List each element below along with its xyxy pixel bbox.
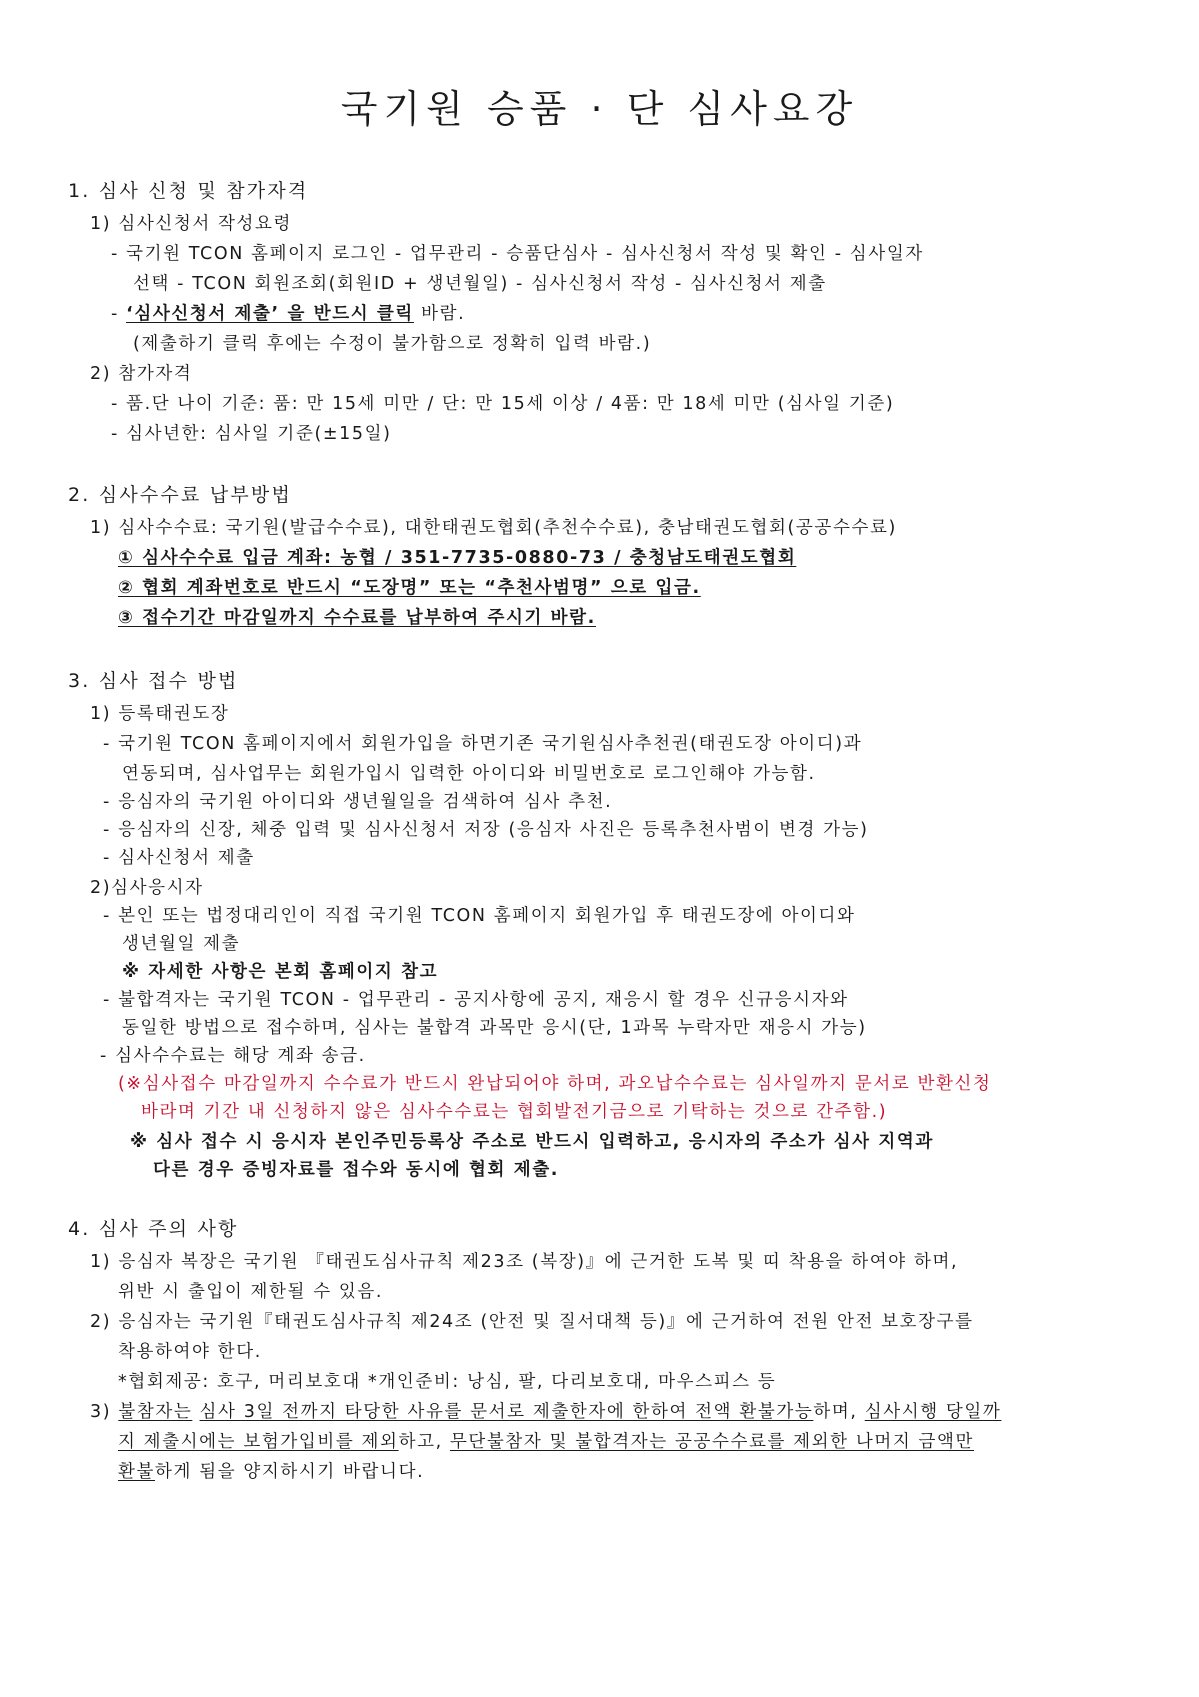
s3-line-9: - 불합격자는 국기원 TCON - 업무관리 - 공지사항에 공지, 재응시 할 경우 신규응시자와 (103, 990, 849, 1010)
s4-line-8-plain: 하게 됨을 양지하시기 바랍니다. (155, 1462, 425, 1482)
s4-line-5: *협회제공: 호구, 머리보호대 *개인준비: 낭심, 팔, 다리보호대, 마우스피스 등 (118, 1372, 777, 1392)
s1-subheading-1: 1) 심사신청서 작성요령 (90, 214, 293, 234)
s1-line-6: - 심사년한: 심사일 기준(±15일) (111, 424, 392, 444)
s3-line-5: - 심사신청서 제출 (103, 848, 255, 868)
s2-item-1: ① 심사수수료 입금 계좌: 농협 / 351-7735-0880-73 / 충청남도태권도협회 (118, 548, 797, 568)
s4-line-7-u2: 무단불참자 및 불합격자는 공공수수료를 제외한 나머지 금액만 (449, 1432, 975, 1452)
s3-line-6: - 본인 또는 법정대리인이 직접 국기원 TCON 홈페이지 회원가입 후 태권도장에 아이디와 (103, 906, 856, 926)
s1-subheading-2: 2) 참가자격 (90, 364, 193, 384)
s3-line-1: - 국기원 TCON 홈페이지에서 회원가입을 하면기존 국기원심사추천권(태권도장 아이디)과 (103, 734, 863, 754)
s4-line-8 (118, 1460, 424, 1484)
s3-red-notice-2: 바라며 기간 내 신청하지 않은 심사수수료는 협회발전기금으로 기탁하는 것으로 간주함.) (141, 1102, 888, 1122)
s3-red-notice-1: (※심사접수 마감일까지 수수료가 반드시 완납되어야 하며, 과오납수수료는 심사일까지 문서로 반환신청 (118, 1074, 992, 1094)
s4-line-6-u2: 심사 3일 전까지 타당한 사유를 문서로 제출한자에 한하여 전액 환불가능 (199, 1402, 814, 1422)
s3-line-4: - 응심자의 신장, 체중 입력 및 심사신청서 저장 (응심자 사진은 등록추천사범이 변경 가능) (103, 820, 869, 840)
s2-subheading-1: 1) 심사수수료: 국기원(발급수수료), 대한태권도협회(추천수수료), 충남태권도협회(공공수수료) (90, 518, 897, 538)
s3-line-3: - 응심자의 국기원 아이디와 생년월일을 검색하여 심사 추천. (103, 792, 613, 812)
s3-subheading-1: 1) 등록태권도장 (90, 704, 230, 724)
s2-item-2: ② 협회 계좌번호로 반드시 “도장명” 또는 “추천사범명” 으로 입금. (118, 578, 701, 598)
s3-line-7: 생년월일 제출 (122, 934, 241, 954)
s4-line-7-plain: 하고, (398, 1432, 450, 1452)
s3-address-notice-1: ※ 심사 접수 시 응시자 본인주민등록상 주소로 반드시 입력하고, 응시자의 주소가 심사 지역과 (130, 1132, 934, 1152)
section-1-heading: 1. 심사 신청 및 참가자격 (68, 180, 309, 202)
s4-line-7-u1: 지 제출시에는 보험가입비를 제외 (118, 1432, 399, 1452)
section-2-heading: 2. 심사수수료 납부방법 (68, 484, 292, 506)
s3-line-2: 연동되며, 심사업무는 회원가입시 입력한 아이디와 비밀번호로 로그인해야 가능함. (122, 764, 816, 784)
s1-line-4: (제출하기 클릭 후에는 수정이 불가함으로 정확히 입력 바람.) (133, 334, 652, 354)
s4-line-6-plain: 하며, (813, 1402, 865, 1422)
s1-line-5: - 품.단 나이 기준: 품: 만 15세 미만 / 단: 만 15세 이상 / 4품: 만 18세 미만 (심사일 기준) (111, 394, 895, 414)
s4-line-3: 2) 응심자는 국기원『태권도심사규칙 제24조 (안전 및 질서대책 등)』에 근거하여 전원 안전 보호장구를 (90, 1312, 974, 1332)
s3-address-notice-2: 다른 경우 증빙자료를 접수와 동시에 협회 제출. (153, 1160, 559, 1180)
s2-item-3: ③ 접수기간 마감일까지 수수료를 납부하여 주시기 바람. (118, 608, 596, 628)
s3-subheading-2: 2)심사응시자 (90, 878, 204, 898)
section-4-heading: 4. 심사 주의 사항 (68, 1218, 239, 1240)
s3-line-11: - 심사수수료는 해당 계좌 송금. (100, 1046, 366, 1066)
s4-line-6-u3: 심사시행 당일까 (864, 1402, 1002, 1422)
s4-line-1: 1) 응심자 복장은 국기원 『태권도심사규칙 제23조 (복장)』에 근거한 도복 및 띠 착용을 하여야 하며, (90, 1252, 959, 1272)
s4-line-2: 위반 시 출입이 제한될 수 있음. (118, 1282, 384, 1302)
s4-line-8-u1: 환불 (118, 1462, 156, 1482)
s4-line-4: 착용하여야 한다. (118, 1342, 262, 1362)
s3-notice-homepage: ※ 자세한 사항은 본회 홈페이지 참고 (122, 962, 439, 982)
s4-line-6-sp (192, 1402, 199, 1422)
s1-line-3-rest: 바람. (413, 304, 466, 324)
s1-submit-emphasis: ‘심사신청서 제출’ 을 반드시 클릭 (126, 304, 414, 324)
s4-line-7 (118, 1430, 974, 1454)
s4-line-6 (90, 1400, 1001, 1424)
s3-line-10: 동일한 방법으로 접수하며, 심사는 불합격 과목만 응시(단, 1과목 누락자만 재응시 가능) (122, 1018, 867, 1038)
section-3-heading: 3. 심사 접수 방법 (68, 670, 239, 692)
s1-line-3-dash: - (111, 304, 127, 324)
page-title: 국기원 승품 · 단 심사요강 (340, 87, 859, 131)
s4-line-6-u1: 불참자는 (118, 1402, 193, 1422)
s4-line-6-num: 3) (90, 1402, 119, 1422)
s1-line-1: - 국기원 TCON 홈페이지 로그인 - 업무관리 - 승품단심사 - 심사신청서 작성 및 확인 - 심사일자 (111, 244, 924, 264)
s1-line-3 (111, 302, 465, 326)
s1-line-2: 선택 - TCON 회원조회(회원ID + 생년월일) - 심사신청서 작성 - 심사신청서 제출 (133, 274, 827, 294)
